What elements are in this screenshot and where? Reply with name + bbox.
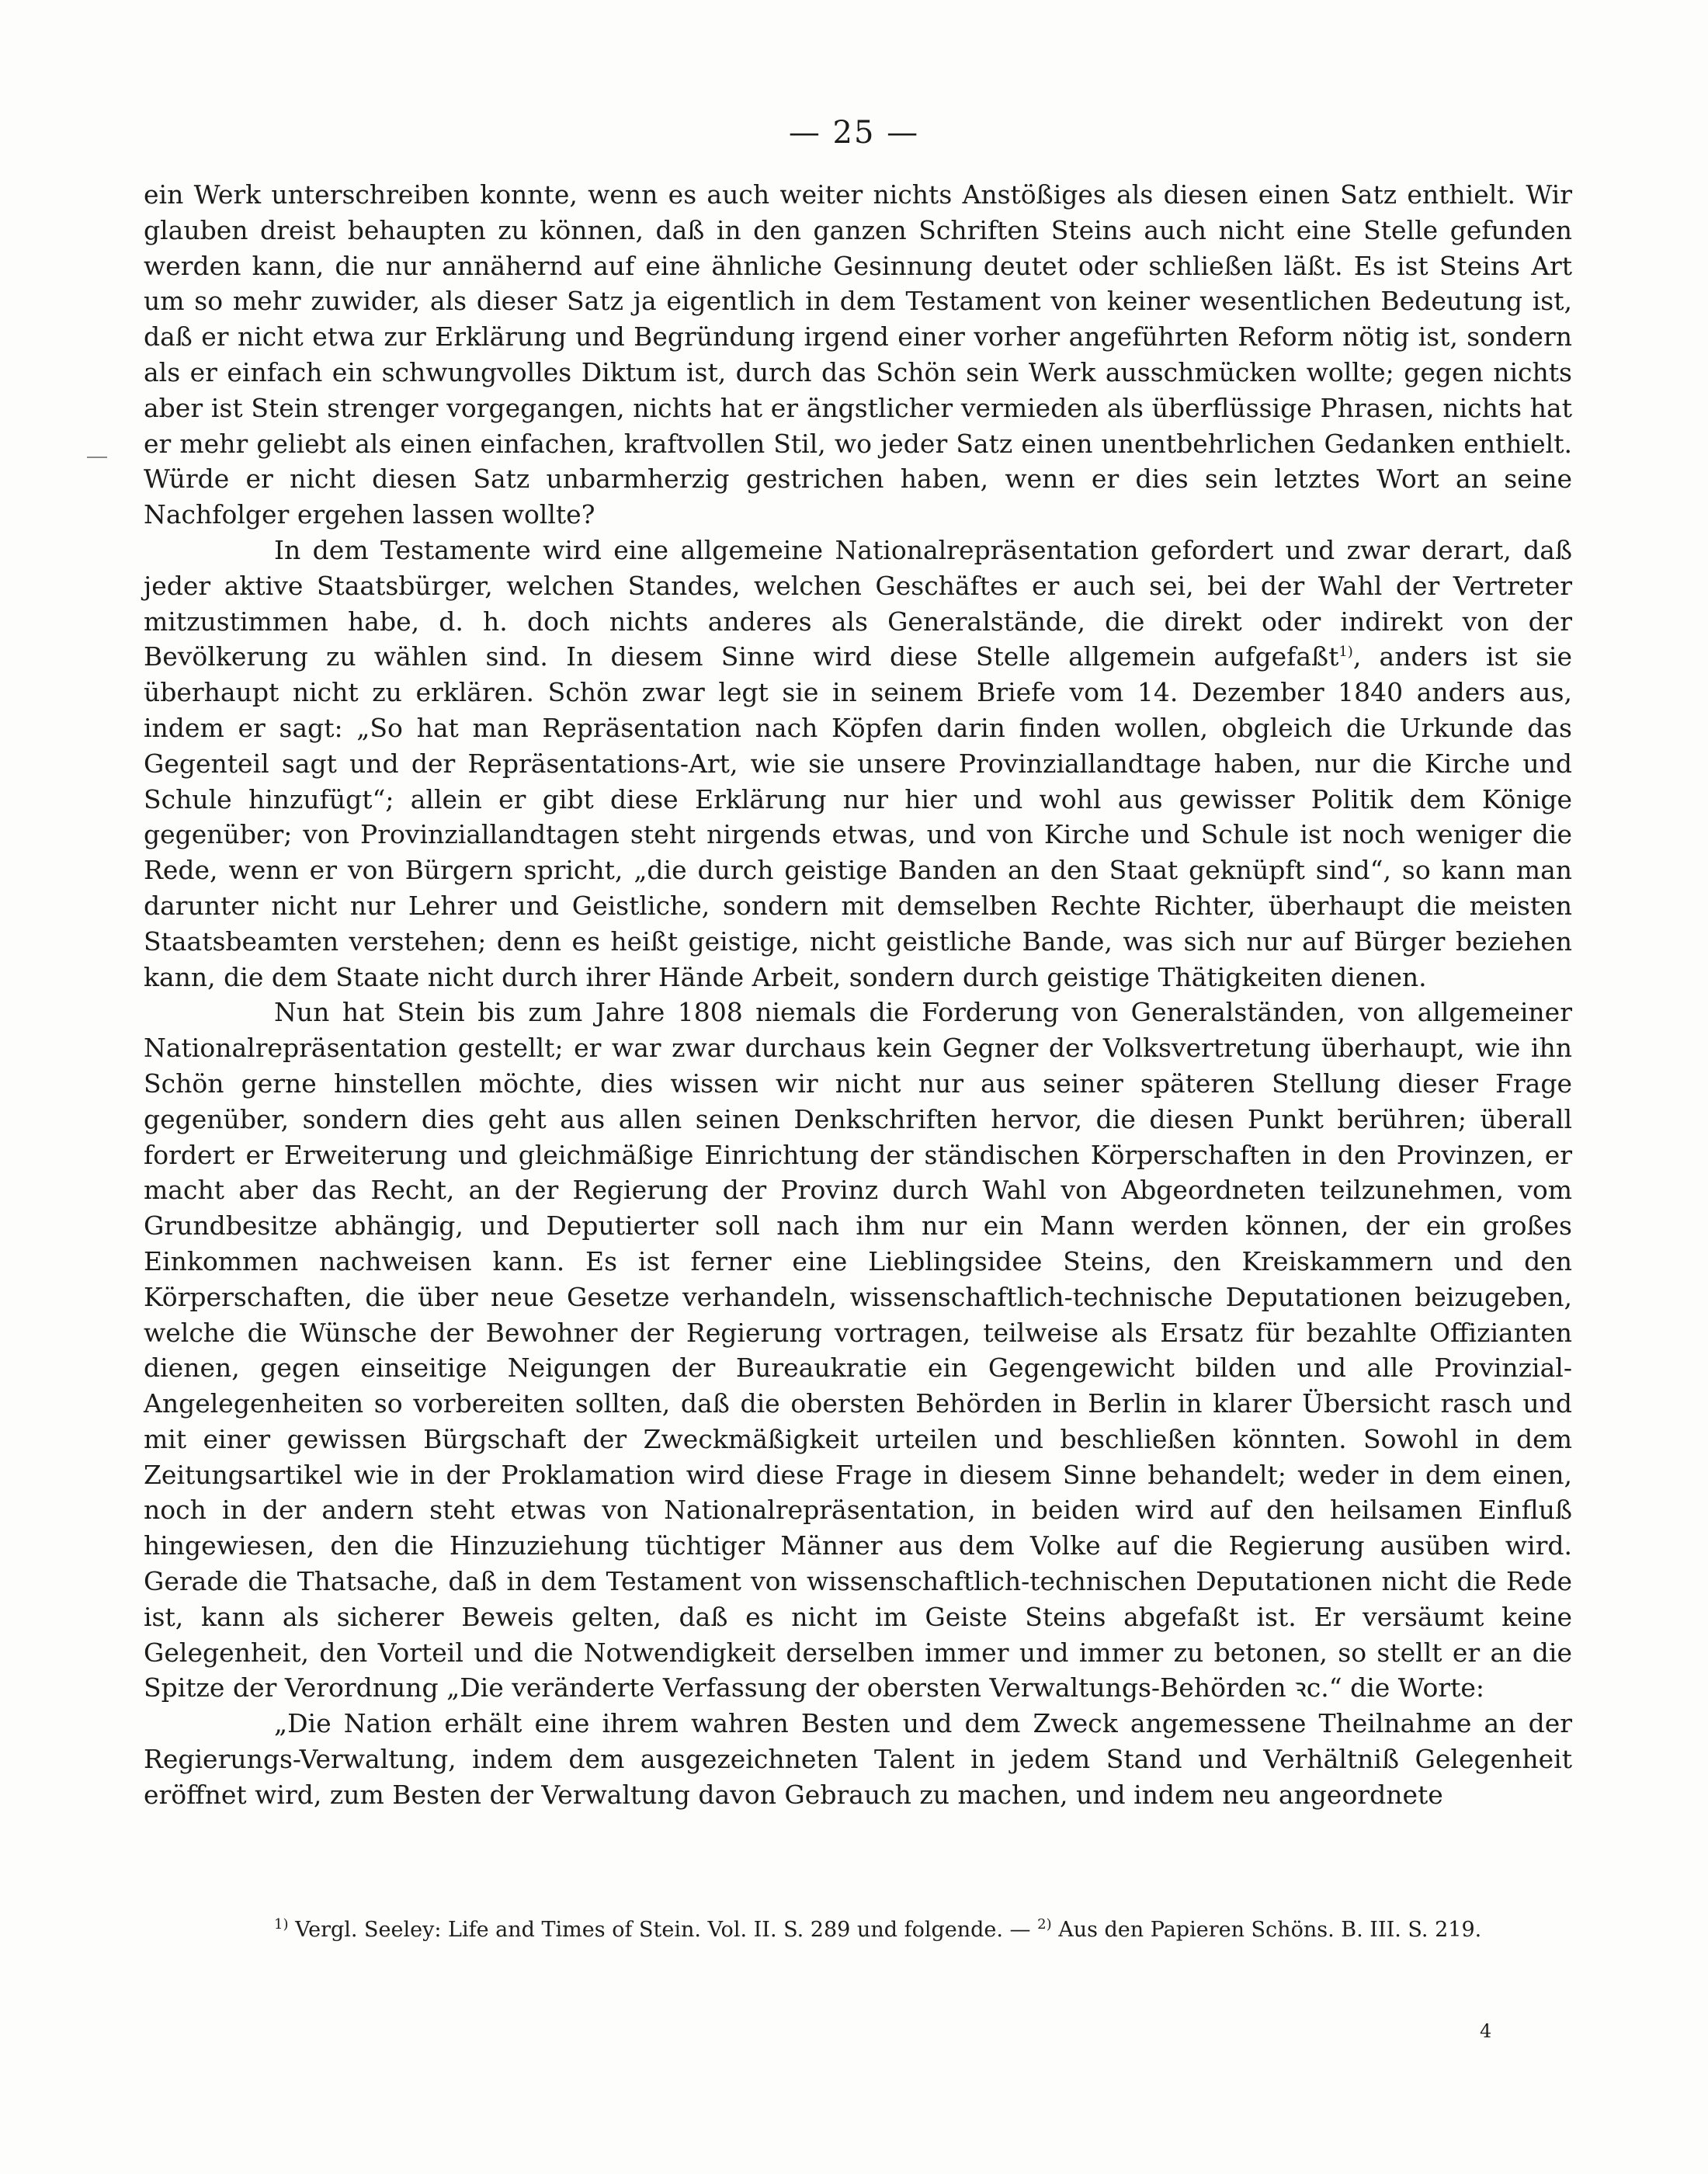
footnote-line — [144, 1913, 1572, 1947]
page-number-header: — 25 — — [788, 115, 920, 151]
paragraph-2-part-2: , anders ist sie überhaupt nicht zu erklären. Schön zwar legt sie in seinem Briefe vom 14. Dezember 1840 anders aus, indem er sagt: „So hat man Repräsentation nach Köpfen darin finden wollen, obgleich die Urkunde das Gegenteil sagt und der Repräsentations-Art, wie sie unsere Provinziallandtage haben, nur die Kirche und Schule hinzufügt“; allein er gibt diese Erklärung nur hier und wohl aus gewisser Politik dem Könige gegenüber; von Provinziallandtagen steht nirgends etwas, und von Kirche und Schule ist noch weniger die Rede, wenn er von Bürgern spricht, „die durch geistige Banden an den Staat geknüpft sind“, so kann man darunter nicht nur Lehrer und Geistliche, sondern mit demselben Rechte Richter, überhaupt die meisten Staatsbeamten verstehen; denn es heißt geistige, nicht geistliche Bande, was sich nur auf Bürger beziehen kann, die dem Staate nicht durch ihrer Hände Arbeit, sondern durch geistige Thätigkeiten dienen. — [144, 641, 1572, 992]
paragraph-4-quotation: „Die Nation erhält eine ihrem wahren Besten und dem Zweck angemessene Theilnahme an der Regierungs-Verwaltung, indem dem ausgezeichneten Talent in jedem Stand und Verhältniß Gelegenheit eröffnet wird, zum Besten der Verwaltung davon Gebrauch zu machen, und indem neu angeordnete — [144, 1708, 1572, 1810]
paragraph-3: Nun hat Stein bis zum Jahre 1808 niemals die Forderung von Generalständen, von allgemeiner Nationalrepräsentation gestellt; er war zwar durchaus kein Gegner der Volksvertretung überhaupt, wie ihn Schön gerne hinstellen möchte, dies wissen wir nicht nur aus seiner späteren Stellung dieser Frage gegenüber, sondern dies geht aus allen seinen Denkschriften hervor, die diesen Punkt berühren; überall fordert er Erweiterung und gleichmäßige Einrichtung der ständischen Körperschaften in den Provinzen, er macht aber das Recht, an der Regierung der Provinz durch Wahl von Abgeordneten teilzunehmen, vom Grundbesitze abhängig, und Deputierter soll nach ihm nur ein Mann werden können, der ein großes Einkommen nachweisen kann. Es ist ferner eine Lieblingsidee Steins, den Kreiskammern und den Körperschaften, die über neue Gesetze verhandeln, wissenschaftlich-technische Deputationen beizugeben, welche die Wünsche der Bewohner der Regierung vortragen, teilweise als Ersatz für bezahlte Offizianten dienen, gegen einseitige Neigungen der Bureaukratie ein Gegengewicht bilden und alle Provinzial-Angelegenheiten so vorbereiten sollten, daß die obersten Behörden in Berlin in klarer Übersicht rasch und mit einer gewissen Bürgschaft der Zweckmäßigkeit urteilen und beschließen könnten. Sowohl in dem Zeitungsartikel wie in der Proklamation wird diese Frage in diesem Sinne behandelt; weder in dem einen, noch in der andern steht etwas von Nationalrepräsentation, in beiden wird auf den heilsamen Einfluß hingewiesen, den die Hinzuziehung tüchtiger Männer aus dem Volke auf die Regierung ausüben wird. Gerade die Thatsache, daß in dem Testament von wissenschaftlich-technischen Deputationen nicht die Rede ist, kann als sicherer Beweis gelten, daß es nicht im Geiste Steins abgefaßt ist. Er versäumt keine Gelegenheit, den Vorteil und die Notwendigkeit derselben immer und immer zu betonen, so stellt er an die Spitze der Verordnung „Die veränderte Verfassung der obersten Verwaltungs-Behörden ꝛc.“ die Worte: — [144, 997, 1572, 1703]
footnote-2-text: Aus den Papieren Schöns. B. III. S. 219. — [1051, 1918, 1482, 1942]
footnote-reference-1: 1) — [1338, 644, 1353, 661]
paragraph-1: ein Werk unterschreiben konnte, wenn es auch weiter nichts Anstößiges als diesen einen Satz enthielt. Wir glauben dreist behaupten zu können, daß in den ganzen Schriften Steins auch nicht eine Stelle gefunden werden kann, die nur annähernd auf eine ähnliche Gesinnung deutet oder schließen läßt. Es ist Steins Art um so mehr zuwider, als dieser Satz ja eigentlich in dem Testament von keiner wesentlichen Bedeutung ist, daß er nicht etwa zur Erklärung und Begründung irgend einer vorher angeführten Reform nötig ist, sondern als er einfach ein schwungvolles Diktum ist, durch das Schön sein Werk ausschmücken wollte; gegen nichts aber ist Stein strenger vorgegangen, nichts hat er ängstlicher vermieden als überflüssige Phrasen, nichts hat er mehr geliebt als einen einfachen, kraftvollen Stil, wo jeder Satz einen unentbehrlichen Gedanken enthielt. Würde er nicht diesen Satz unbarmherzig gestrichen haben, wenn er dies sein letztes Wort an seine Nachfolger ergehen lassen wollte? — [144, 179, 1572, 530]
footnote-1-mark: 1) — [274, 1916, 289, 1933]
body-text — [144, 177, 1572, 1813]
margin-mark — [87, 457, 107, 458]
paragraph-2 — [144, 533, 1572, 995]
paragraph-2-part-1: In dem Testamente wird eine allgemeine Nationalrepräsentation gefordert und zwar derart, daß jeder aktive Staatsbürger, welchen Standes, welchen Geschäftes er auch sei, bei der Wahl der Vertreter mitzustimmen habe, d. h. doch nichts anderes als Generalstände, die direkt oder indirekt von der Bevölkerung zu wählen sind. In diesem Sinne wird diese Stelle allgemein aufgefaßt — [144, 534, 1572, 672]
footnote-2-mark: 2) — [1037, 1916, 1052, 1933]
footnote-1-text: Vergl. Seeley: Life and Times of Stein. Vol. II. S. 289 und folgende. — — [288, 1918, 1038, 1942]
printer-signature-mark: 4 — [1480, 2020, 1492, 2042]
footnotes — [144, 1913, 1572, 1947]
